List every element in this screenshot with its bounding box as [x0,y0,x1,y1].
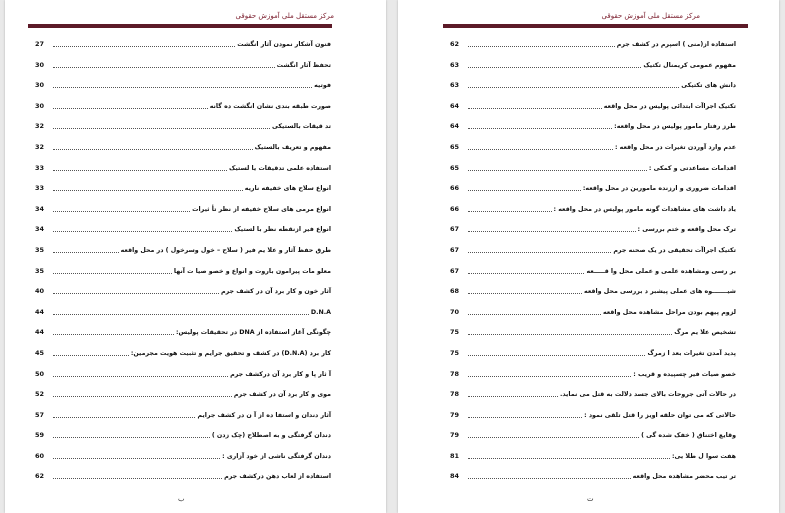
dot-leader [468,428,639,438]
right-page [398,0,779,513]
toc-entry-title: فوتیه [314,82,331,90]
dot-leader [53,428,210,438]
toc-entry[interactable] [35,161,331,182]
toc-entry-page-number: 63 [450,81,460,90]
toc-entry[interactable] [35,367,331,388]
toc-entry-page-number: 45 [35,348,45,357]
dot-leader [468,119,612,129]
dot-leader [468,99,602,109]
toc-entry-title: تر تیب محضر مشاهده محل واقعه [632,473,736,481]
toc-entry-page-number: 66 [450,204,460,213]
dot-leader [53,119,270,129]
toc-entry-page-number: 44 [35,328,45,337]
dot-leader [53,325,174,335]
toc-entry-page-number: 68 [450,287,460,296]
toc-entry-title: انواع مرمی های سلاح خفیفه از نظر تأ ثیرات [192,205,331,213]
toc-entry[interactable] [450,140,736,161]
toc-entry-title: دندان گرفتگی و به اصطلاح (چک زدن ) [211,432,331,440]
toc-list [35,37,331,490]
page-header [398,0,779,34]
dot-leader [468,408,582,418]
toc-entry-page-number: 40 [35,287,45,296]
toc-entry-page-number: 30 [35,60,45,69]
toc-entry-page-number: 75 [450,328,460,337]
toc-entry-title: بر رسی ومشاهده علمی و عملی محل وا قـــــعه [586,267,736,275]
dot-leader [468,449,670,459]
toc-entry[interactable] [450,387,736,408]
toc-entry[interactable] [450,408,736,429]
toc-entry[interactable] [35,284,331,305]
dot-leader [468,222,636,232]
toc-entry-page-number: 64 [450,122,460,131]
toc-entry-title: یاد داشت های مشاهدات گونه مامور پولیس در محل واقعه : [553,205,736,213]
toc-entry-title: تد قیقات بالستیکی [272,123,331,131]
dot-leader [53,58,275,68]
dot-leader [53,305,309,315]
toc-entry-title: طرز رفتار مامور پولیس در محل واقعه: [614,123,736,131]
dot-leader [53,243,119,253]
toc-entry[interactable] [450,202,736,223]
toc-entry-page-number: 50 [35,369,45,378]
toc-entry[interactable] [450,428,736,449]
toc-entry[interactable] [35,222,331,243]
dot-leader [53,449,220,459]
toc-entry-title: تشخیص علا یم مرگ [674,329,736,337]
toc-entry[interactable] [35,408,331,429]
toc-entry-title: تحفظ آثار انگشت [276,61,331,69]
toc-entry[interactable] [450,367,736,388]
dot-leader [53,181,243,191]
dot-leader [53,78,312,88]
toc-entry-title: لزوم پیهم بودن مراحل مشاهده محل واقعه [602,308,736,316]
dot-leader [53,264,172,274]
dot-leader [468,284,582,294]
toc-entry-title: اقدامات ضروری و ارزنده مامورین در محل واقعه: [582,185,736,193]
toc-entry-title: تکتیک اجراآت تحقیقی در یک صحنه جرم [613,246,736,254]
dot-leader [468,181,581,191]
toc-entry[interactable] [450,58,736,79]
dot-leader [53,202,190,212]
toc-entry[interactable] [450,469,736,490]
toc-entry-page-number: 65 [450,142,460,151]
toc-entry[interactable] [450,181,736,202]
dot-leader [53,387,232,397]
dot-leader [53,222,232,232]
header-rule [28,24,332,28]
toc-entry-title: معلو مات پیرامون باروت و انواع و خصو صیا ت آنها [173,267,331,275]
toc-entry[interactable] [450,264,736,285]
dot-leader [468,305,601,315]
toc-entry[interactable] [450,119,736,140]
page-footer: ب [178,495,185,503]
toc-entry[interactable] [35,119,331,140]
toc-entry-title: در حالات آتی جروحات بالای جسد دلالت به قتل می نماید. [559,391,736,399]
toc-entry-title: استفاده از لعاب دهن درکشف جرم [224,473,331,481]
toc-entry-page-number: 32 [35,142,45,151]
toc-entry-title: آثار خون و کار برد آن در کشف جرم [220,288,331,296]
toc-entry-title: استفاده از(منی ) اسپرم در کشف جرم [616,41,736,48]
toc-entry-page-number: 78 [450,390,460,399]
toc-entry[interactable] [450,222,736,243]
toc-entry-title: دندان گرفتگی ناشی از خود آزاری : [222,452,331,460]
toc-entry-title: طرق حفظ آثار و علا یم فیر ( سلاح – خول وسرخول ) در محل واقعه [120,246,331,254]
toc-entry-page-number: 30 [35,81,45,90]
dot-leader [468,37,615,47]
toc-entry-title: چگونگی آغاز استفاده از DNA در تحقیقات پولیس: [175,329,331,337]
toc-entry[interactable] [450,243,736,264]
dot-leader [468,367,631,377]
dot-leader [468,346,645,356]
dot-leader [468,202,552,212]
toc-entry-page-number: 70 [450,307,460,316]
dot-leader [53,37,235,47]
toc-entry[interactable] [35,428,331,449]
dot-leader [468,325,672,335]
toc-entry-page-number: 34 [35,204,45,213]
dot-leader [53,99,208,109]
toc-entry-title: انواع فیر ازنقطه نظر با لستیک [234,226,331,234]
toc-entry[interactable] [35,325,331,346]
toc-entry[interactable] [35,305,331,326]
dot-leader [468,469,631,479]
dot-leader [468,58,641,68]
toc-entry[interactable] [35,264,331,285]
toc-entry-title: تکتیک اجراآت ابتدائی پولیس در محل واقعه [603,102,736,110]
toc-entry[interactable] [35,469,331,490]
toc-entry[interactable] [35,37,331,58]
toc-entry-title: ترک محل واقعه و ختم بررسی : [637,226,736,234]
toc-entry-page-number: 27 [35,40,45,48]
toc-entry-page-number: 63 [450,60,460,69]
toc-entry[interactable] [35,140,331,161]
toc-entry-page-number: 81 [450,451,460,460]
toc-entry-title: مفهوم و تعریف بالستیک [254,143,331,151]
dot-leader [53,161,227,171]
toc-entry-page-number: 34 [35,225,45,234]
toc-entry-title: آ ثار پا و کار برد آن درکشف جرم [230,370,331,378]
toc-entry[interactable] [450,305,736,326]
toc-entry-title: آثار دندان و استفا ده از آ ن در کشف جرایم [197,411,331,419]
toc-entry-title: خصو صیات فیر چسپیده و قریب : [633,370,736,378]
toc-entry[interactable] [35,78,331,99]
toc-entry[interactable] [35,99,331,120]
header-title: مرکز مستقل ملی آموزش حقوقی [235,12,334,20]
toc-entry[interactable] [35,202,331,223]
toc-entry-page-number: 79 [450,410,460,419]
toc-entry-title: اقدامات مساعدتی و کمکی : [648,164,736,172]
toc-entry-page-number: 60 [35,451,45,460]
dot-leader [468,243,611,253]
page-header [5,0,386,34]
toc-entry-title: صورت طبقه بندی نشان انگشت ده گانه [209,102,331,110]
toc-entry-page-number: 75 [450,348,460,357]
toc-entry-page-number: 67 [450,225,460,234]
toc-entry-page-number: 67 [450,266,460,275]
toc-entry[interactable] [450,78,736,99]
toc-entry-page-number: 30 [35,101,45,110]
toc-entry[interactable] [450,449,736,470]
toc-entry[interactable] [35,346,331,367]
dot-leader [53,408,195,418]
toc-entry[interactable] [450,37,736,58]
toc-entry-page-number: 65 [450,163,460,172]
toc-entry-page-number: 33 [35,184,45,193]
toc-entry-page-number: 62 [35,472,45,481]
toc-entry[interactable] [450,161,736,182]
toc-entry[interactable] [35,449,331,470]
toc-list [450,37,736,490]
toc-entry-title: انواع سلاح های خفیفه ناریه [244,185,331,193]
toc-entry[interactable] [35,387,331,408]
dot-leader [53,346,129,356]
dot-leader [468,161,647,171]
left-page [5,0,386,513]
toc-entry[interactable] [450,99,736,120]
toc-entry-title: هفت سوا ل طلا یی: [671,452,736,460]
dot-leader [468,264,584,274]
toc-entry-page-number: 52 [35,390,45,399]
toc-entry[interactable] [450,284,736,305]
toc-entry-title: شیـــــــوه های عملی پیشبر د بررسی محل واقعه [584,288,736,296]
dot-leader [468,78,679,88]
toc-entry-title: موی و کار برد آن در کشف جرم [233,391,331,399]
toc-entry[interactable] [450,346,736,367]
toc-entry-page-number: 62 [450,40,460,48]
page-footer: ت [587,495,594,503]
toc-entry-title: فنون آشکار نمودن آثار انگشت [237,41,331,48]
toc-entry-page-number: 67 [450,245,460,254]
toc-entry-page-number: 59 [35,431,45,440]
toc-entry-title: استفاده علمی تدقیقات یا لستیک [228,164,331,172]
toc-entry[interactable] [450,325,736,346]
toc-entry-title: حالاتی که می توان حلقه اویز را قتل تلقی نمود : [584,411,736,419]
toc-entry-title: مفهوم عمومی کریمنال تکتیک [643,61,736,69]
toc-entry-title: کار برد (D.N.A) در کشف و تحقیق جرایم و تثبیت هویت مجرمین: [130,349,331,357]
header-rule [443,24,748,28]
toc-entry-page-number: 33 [35,163,45,172]
header-title: مرکز مستقل ملی آموزش حقوقی [601,12,700,20]
dot-leader [53,367,228,377]
toc-entry-page-number: 44 [35,307,45,316]
toc-entry-title: پدید آمدن تغیرات بعد ا زمرگ [647,349,736,357]
dot-leader [53,140,253,150]
toc-entry-page-number: 57 [35,410,45,419]
toc-entry[interactable] [35,58,331,79]
toc-entry-page-number: 32 [35,122,45,131]
toc-entry-title: عدم وارد آوردن تغیرات در محل واقعه : [614,143,736,151]
toc-entry[interactable] [35,181,331,202]
toc-entry-page-number: 35 [35,266,45,275]
toc-entry-page-number: 79 [450,431,460,440]
toc-entry-title: دانش های تکتیکی [681,82,736,90]
dot-leader [468,387,558,397]
toc-entry-page-number: 35 [35,245,45,254]
toc-entry-page-number: 78 [450,369,460,378]
toc-entry-page-number: 66 [450,184,460,193]
dot-leader [53,469,222,479]
dot-leader [468,140,613,150]
toc-entry-page-number: 84 [450,472,460,481]
toc-entry-page-number: 64 [450,101,460,110]
toc-entry[interactable] [35,243,331,264]
dot-leader [53,284,219,294]
toc-entry-title: D.N.A [310,308,331,316]
toc-entry-title: وقایع اختناق ( خفک شده گی ) [641,432,736,440]
